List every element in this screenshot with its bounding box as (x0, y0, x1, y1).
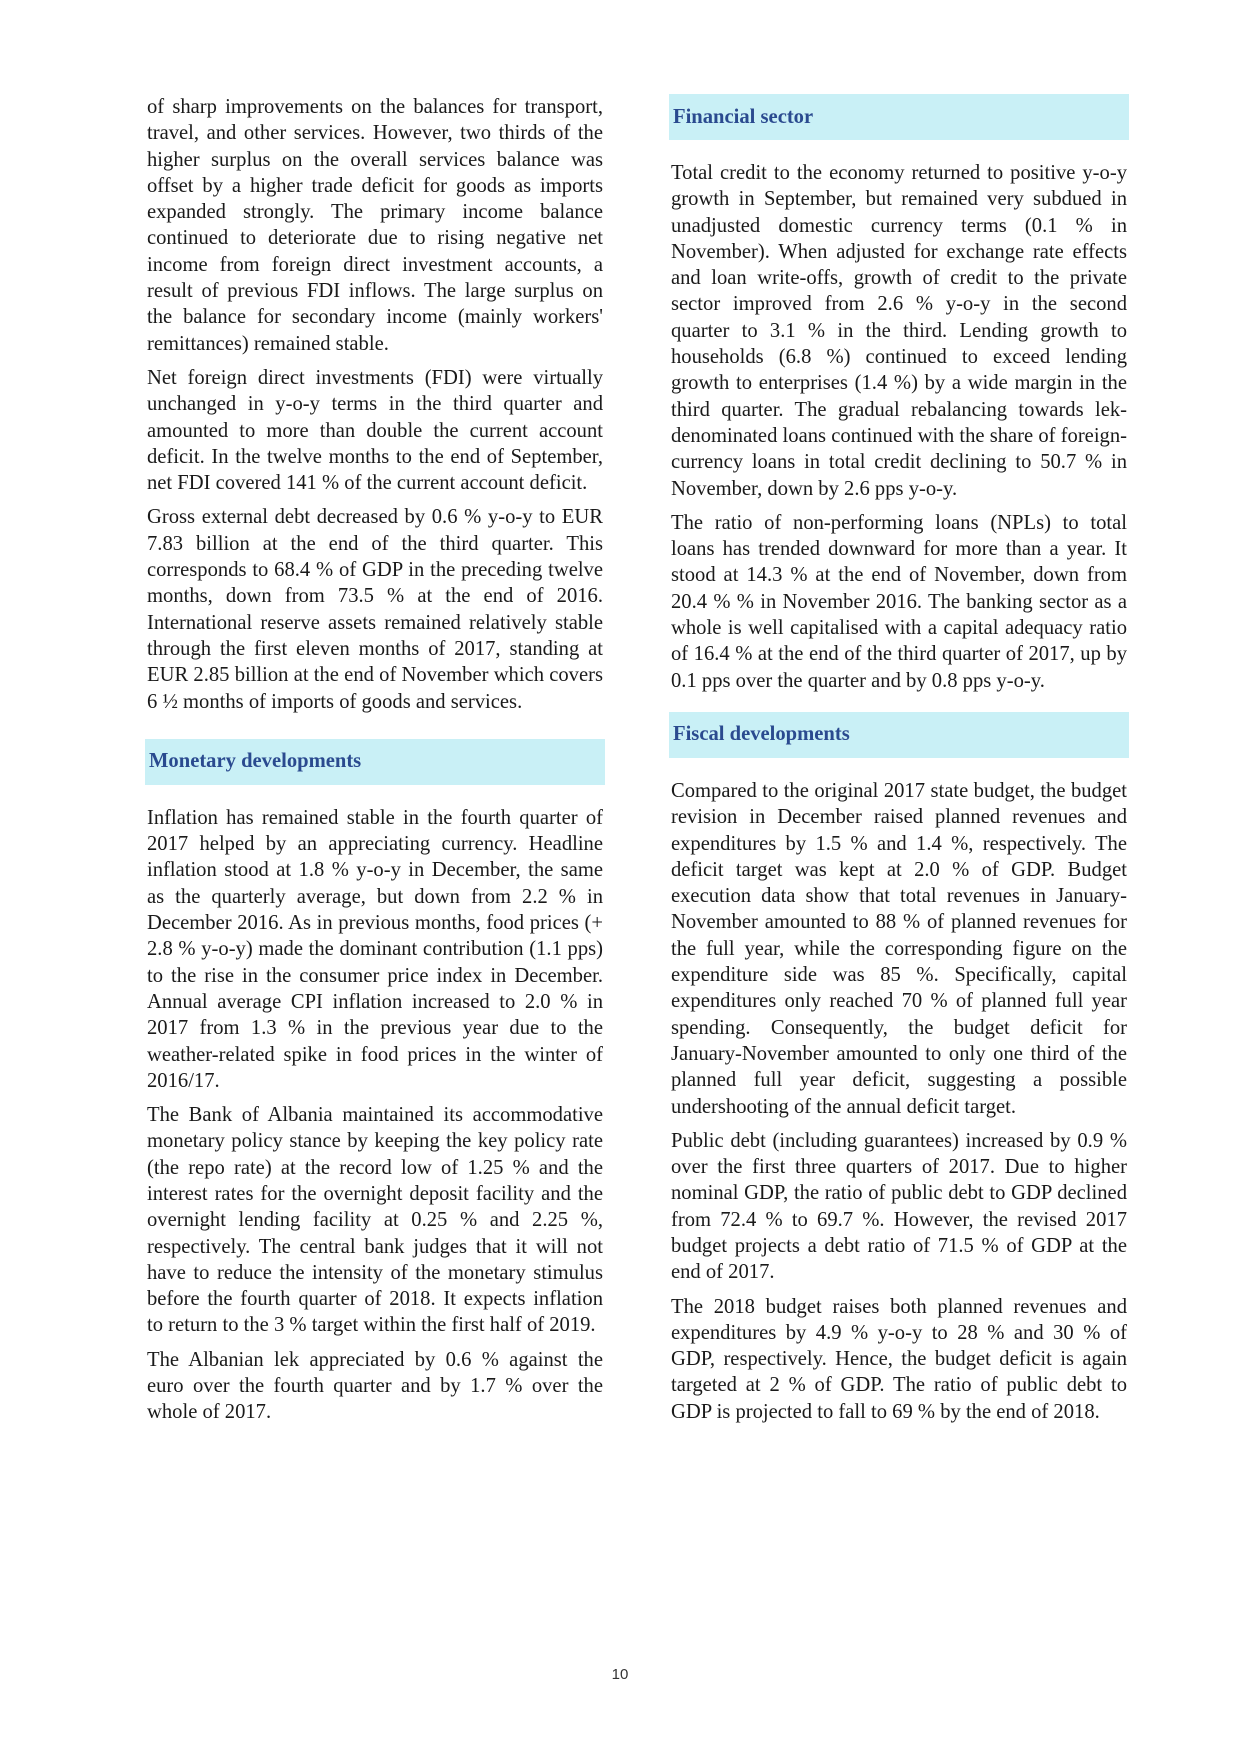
paragraph-public-debt: Public debt (including guarantees) increased by 0.9 % over the first three quarters of 2017. Due to higher nominal GDP, the ratio of public debt to GDP declined from 72.4 % to 69.7 %. However, the revised 2017 budget projects a debt ratio of 71.5 % of GDP at the end of 2017. (671, 1129, 1127, 1284)
paragraph-npl: The ratio of non-performing loans (NPLs) to total loans has trended downward for more than a year. It stood at 14.3 % at the end of November, down from 20.4 % % in November 2016. The banking sector as a whole is well capitalised with a capital adequacy ratio of 16.4 % at the end of the third quarter of 2017, up by 0.1 pps over the quarter and by 0.8 pps y-o-y. (671, 511, 1127, 692)
monetary-developments-heading: Monetary developments (149, 750, 362, 773)
financial-sector-heading: Financial sector (673, 105, 814, 128)
paragraph-budget-2018: The 2018 budget raises both planned revenues and expenditures by 4.9 % y-o-y to 28 % and 30 % of GDP, respectively. Hence, the budget deficit is again targeted at 2 % of GDP. The ratio of public debt to GDP is projected to fall to 69 % by the end of 2018. (671, 1295, 1127, 1423)
financial-sector-header (669, 94, 1129, 140)
paragraph-external-debt: Gross external debt decreased by 0.6 % y-o-y to EUR 7.83 billion at the end of the third quarter. This corresponds to 68.4 % of GDP in the preceding twelve months, down from 73.5 % at the end of 2016. International reserve assets remained relatively stable through the first eleven months of 2017, standing at EUR 2.85 billion at the end of November which covers 6 ½ months of imports of goods and services. (147, 506, 603, 713)
paragraph-inflation: Inflation has remained stable in the fourth quarter of 2017 helped by an appreciating currency. Headline inflation stood at 1.8 % y-o-y in December, the same as the quarterly average, but down from 2.2 % in December 2016. As in previous months, food prices (+ 2.8 % y-o-y) made the dominant contribution (1.1 pps) to the rise in the consumer price index in December. Annual average CPI inflation increased to 2.0 % in 2017 from 1.3 % in the previous year due to the weather-related spike in food prices in the winter of 2016/17. (147, 806, 603, 1092)
fiscal-developments-heading: Fiscal developments (673, 723, 850, 746)
fiscal-developments-header (669, 712, 1129, 758)
right-column (671, 94, 1127, 1433)
paragraph-fdi: Net foreign direct investments (FDI) were virtually unchanged in y-o-y terms in the third quarter and amounted to more than double the current account deficit. In the twelve months to the end of September, net FDI covered 141 % of the current account deficit. (147, 366, 603, 495)
left-column (147, 94, 603, 1434)
paragraph-monetary-policy: The Bank of Albania maintained its accommodative monetary policy stance by keeping the key policy rate (the repo rate) at the record low of 1.25 % and the interest rates for the overnight deposit facility and the overnight lending facility at 0.25 % and 2.25 %, respectively. The central bank judges that it will not have to reduce the intensity of the monetary stimulus before the fourth quarter of 2018. It expects inflation to return to the 3 % target within the first half of 2019. (147, 1104, 603, 1337)
paragraph-credit: Total credit to the economy returned to positive y-o-y growth in September, but remained very subdued in unadjusted domestic currency terms (0.1 % in November). When adjusted for exchange rate effects and loan write-offs, growth of credit to the private sector improved from 2.6 % y-o-y in the second quarter to 3.1 % in the third. Lending growth to households (6.8 %) continued to exceed lending growth to enterprises (1.4 %) by a wide margin in the third quarter. The gradual rebalancing towards lek-denominated loans continued with the share of foreign-currency loans in total credit declining to 50.7 % in November, down by 2.6 pps y-o-y. (671, 162, 1127, 500)
page-number: 10 (611, 1666, 629, 1683)
paragraph-services-balance: of sharp improvements on the balances for transport, travel, and other services. However, two thirds of the higher surplus on the overall services balance was offset by a higher trade deficit for goods as imports expanded strongly. The primary income balance continued to deteriorate due to rising negative net income from foreign direct investment accounts, a result of previous FDI inflows. The large surplus on the balance for secondary income (mainly workers' remittances) remained stable. (147, 96, 603, 355)
monetary-developments-header (145, 739, 605, 785)
paragraph-exchange-rate: The Albanian lek appreciated by 0.6 % against the euro over the fourth quarter and by 1.7 % over the whole of 2017. (147, 1348, 603, 1424)
paragraph-budget-revision: Compared to the original 2017 state budget, the budget revision in December raised planned revenues and expenditures by 1.5 % and 1.4 %, respectively. The deficit target was kept at 2.0 % of GDP. Budget execution data show that total revenues in January-November amounted to 88 % of planned revenues for the full year, while the corresponding figure on the expenditure side was 85 %. Specifically, capital expenditures only reached 70 % of planned full year spending. Consequently, the budget deficit for January-November amounted to only one third of the planned full year deficit, suggesting a possible undershooting of the annual deficit target. (671, 779, 1127, 1118)
